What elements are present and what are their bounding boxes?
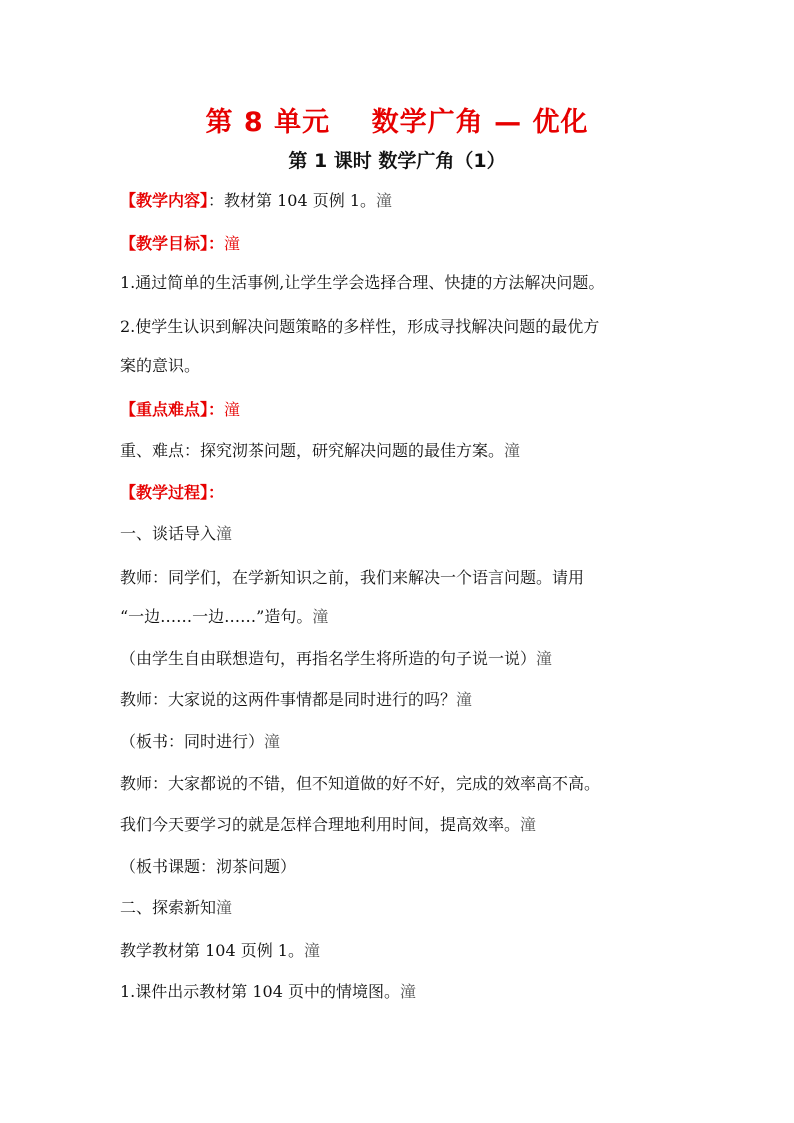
part-2-heading: 二、探索新知 xyxy=(120,898,217,917)
teaching-content-line xyxy=(120,190,392,212)
watermark-char: 潼 xyxy=(216,898,233,917)
teaching-goals-colon: ： xyxy=(208,234,225,253)
watermark-char: 潼 xyxy=(399,982,416,1001)
watermark-char: 潼 xyxy=(504,441,521,460)
paragraph-2: （由学生自由联想造句，再指名学生将所造的句子说一说） xyxy=(120,649,537,668)
paragraph-3: 教师：大家说的这两件事情都是同时进行的吗？ xyxy=(120,690,457,709)
teaching-process-heading: 【教学过程】 xyxy=(120,483,209,502)
unit-title: 第 8 单元 数学广角 — 优化 xyxy=(205,107,589,138)
watermark-char: 潼 xyxy=(376,191,393,210)
watermark-char: 潼 xyxy=(224,234,241,253)
teaching-process-line xyxy=(120,482,224,504)
paragraph-1a: 教师：同学们，在学新知识之前，我们来解决一个语言问题。请用 xyxy=(120,568,585,587)
paragraph-4-line xyxy=(120,731,280,753)
key-points-line xyxy=(120,399,240,421)
paragraph-1b: “一边……一边……”造句。 xyxy=(120,607,313,626)
watermark-char: 潼 xyxy=(312,607,329,626)
part-1-heading: 一、谈话导入 xyxy=(120,524,217,543)
teaching-process-colon: ： xyxy=(208,483,225,502)
watermark-char: 潼 xyxy=(536,649,553,668)
watermark-char: 潼 xyxy=(216,524,233,543)
watermark-char: 潼 xyxy=(303,941,320,960)
paragraph-4: （板书：同时进行） xyxy=(120,732,265,751)
goal-2-line-1: 2.使学生认识到解决问题策略的多样性，形成寻找解决问题的最优方 xyxy=(120,317,600,336)
watermark-char: 潼 xyxy=(456,690,473,709)
goal-1: 1.通过简单的生活事例,让学生学会选择合理、快捷的方法解决问题。 xyxy=(120,273,605,292)
paragraph-5b-line xyxy=(120,814,536,836)
part-2-line xyxy=(120,897,232,919)
paragraph-8: 1.课件出示教材第 104 页中的情境图。 xyxy=(120,982,400,1001)
paragraph-7: 教学教材第 104 页例 1。 xyxy=(120,941,304,960)
watermark-char: 潼 xyxy=(264,732,281,751)
teaching-content-heading: 【教学内容】 xyxy=(120,191,209,210)
key-points-heading: 【重点难点】 xyxy=(120,400,209,419)
key-points-colon: ： xyxy=(208,400,225,419)
paragraph-8-line xyxy=(120,981,416,1003)
paragraph-3-line xyxy=(120,689,472,711)
watermark-char: 潼 xyxy=(520,815,537,834)
paragraph-5a: 教师：大家都说的不错，但不知道做的好不好，完成的效率高不高。 xyxy=(120,774,601,793)
teaching-goals-heading: 【教学目标】 xyxy=(120,234,209,253)
part-1-line xyxy=(120,523,232,545)
teaching-goals-line xyxy=(120,233,240,255)
key-points-text-line xyxy=(120,440,520,462)
goal-2-line-2: 案的意识。 xyxy=(120,356,201,375)
lesson-title: 第 1 课时 数学广角（1） xyxy=(288,150,506,172)
key-points-text: 重、难点：探究沏茶问题，研究解决问题的最佳方案。 xyxy=(120,441,505,460)
teaching-content-text: ：教材第 104 页例 1。 xyxy=(208,191,376,210)
paragraph-5b: 我们今天要学习的就是怎样合理地利用时间，提高效率。 xyxy=(120,815,521,834)
paragraph-6: （板书课题：沏茶问题） xyxy=(120,857,297,876)
paragraph-1b-line xyxy=(120,606,328,628)
watermark-char: 潼 xyxy=(224,400,241,419)
paragraph-2-line xyxy=(120,648,552,670)
paragraph-7-line xyxy=(120,940,320,962)
